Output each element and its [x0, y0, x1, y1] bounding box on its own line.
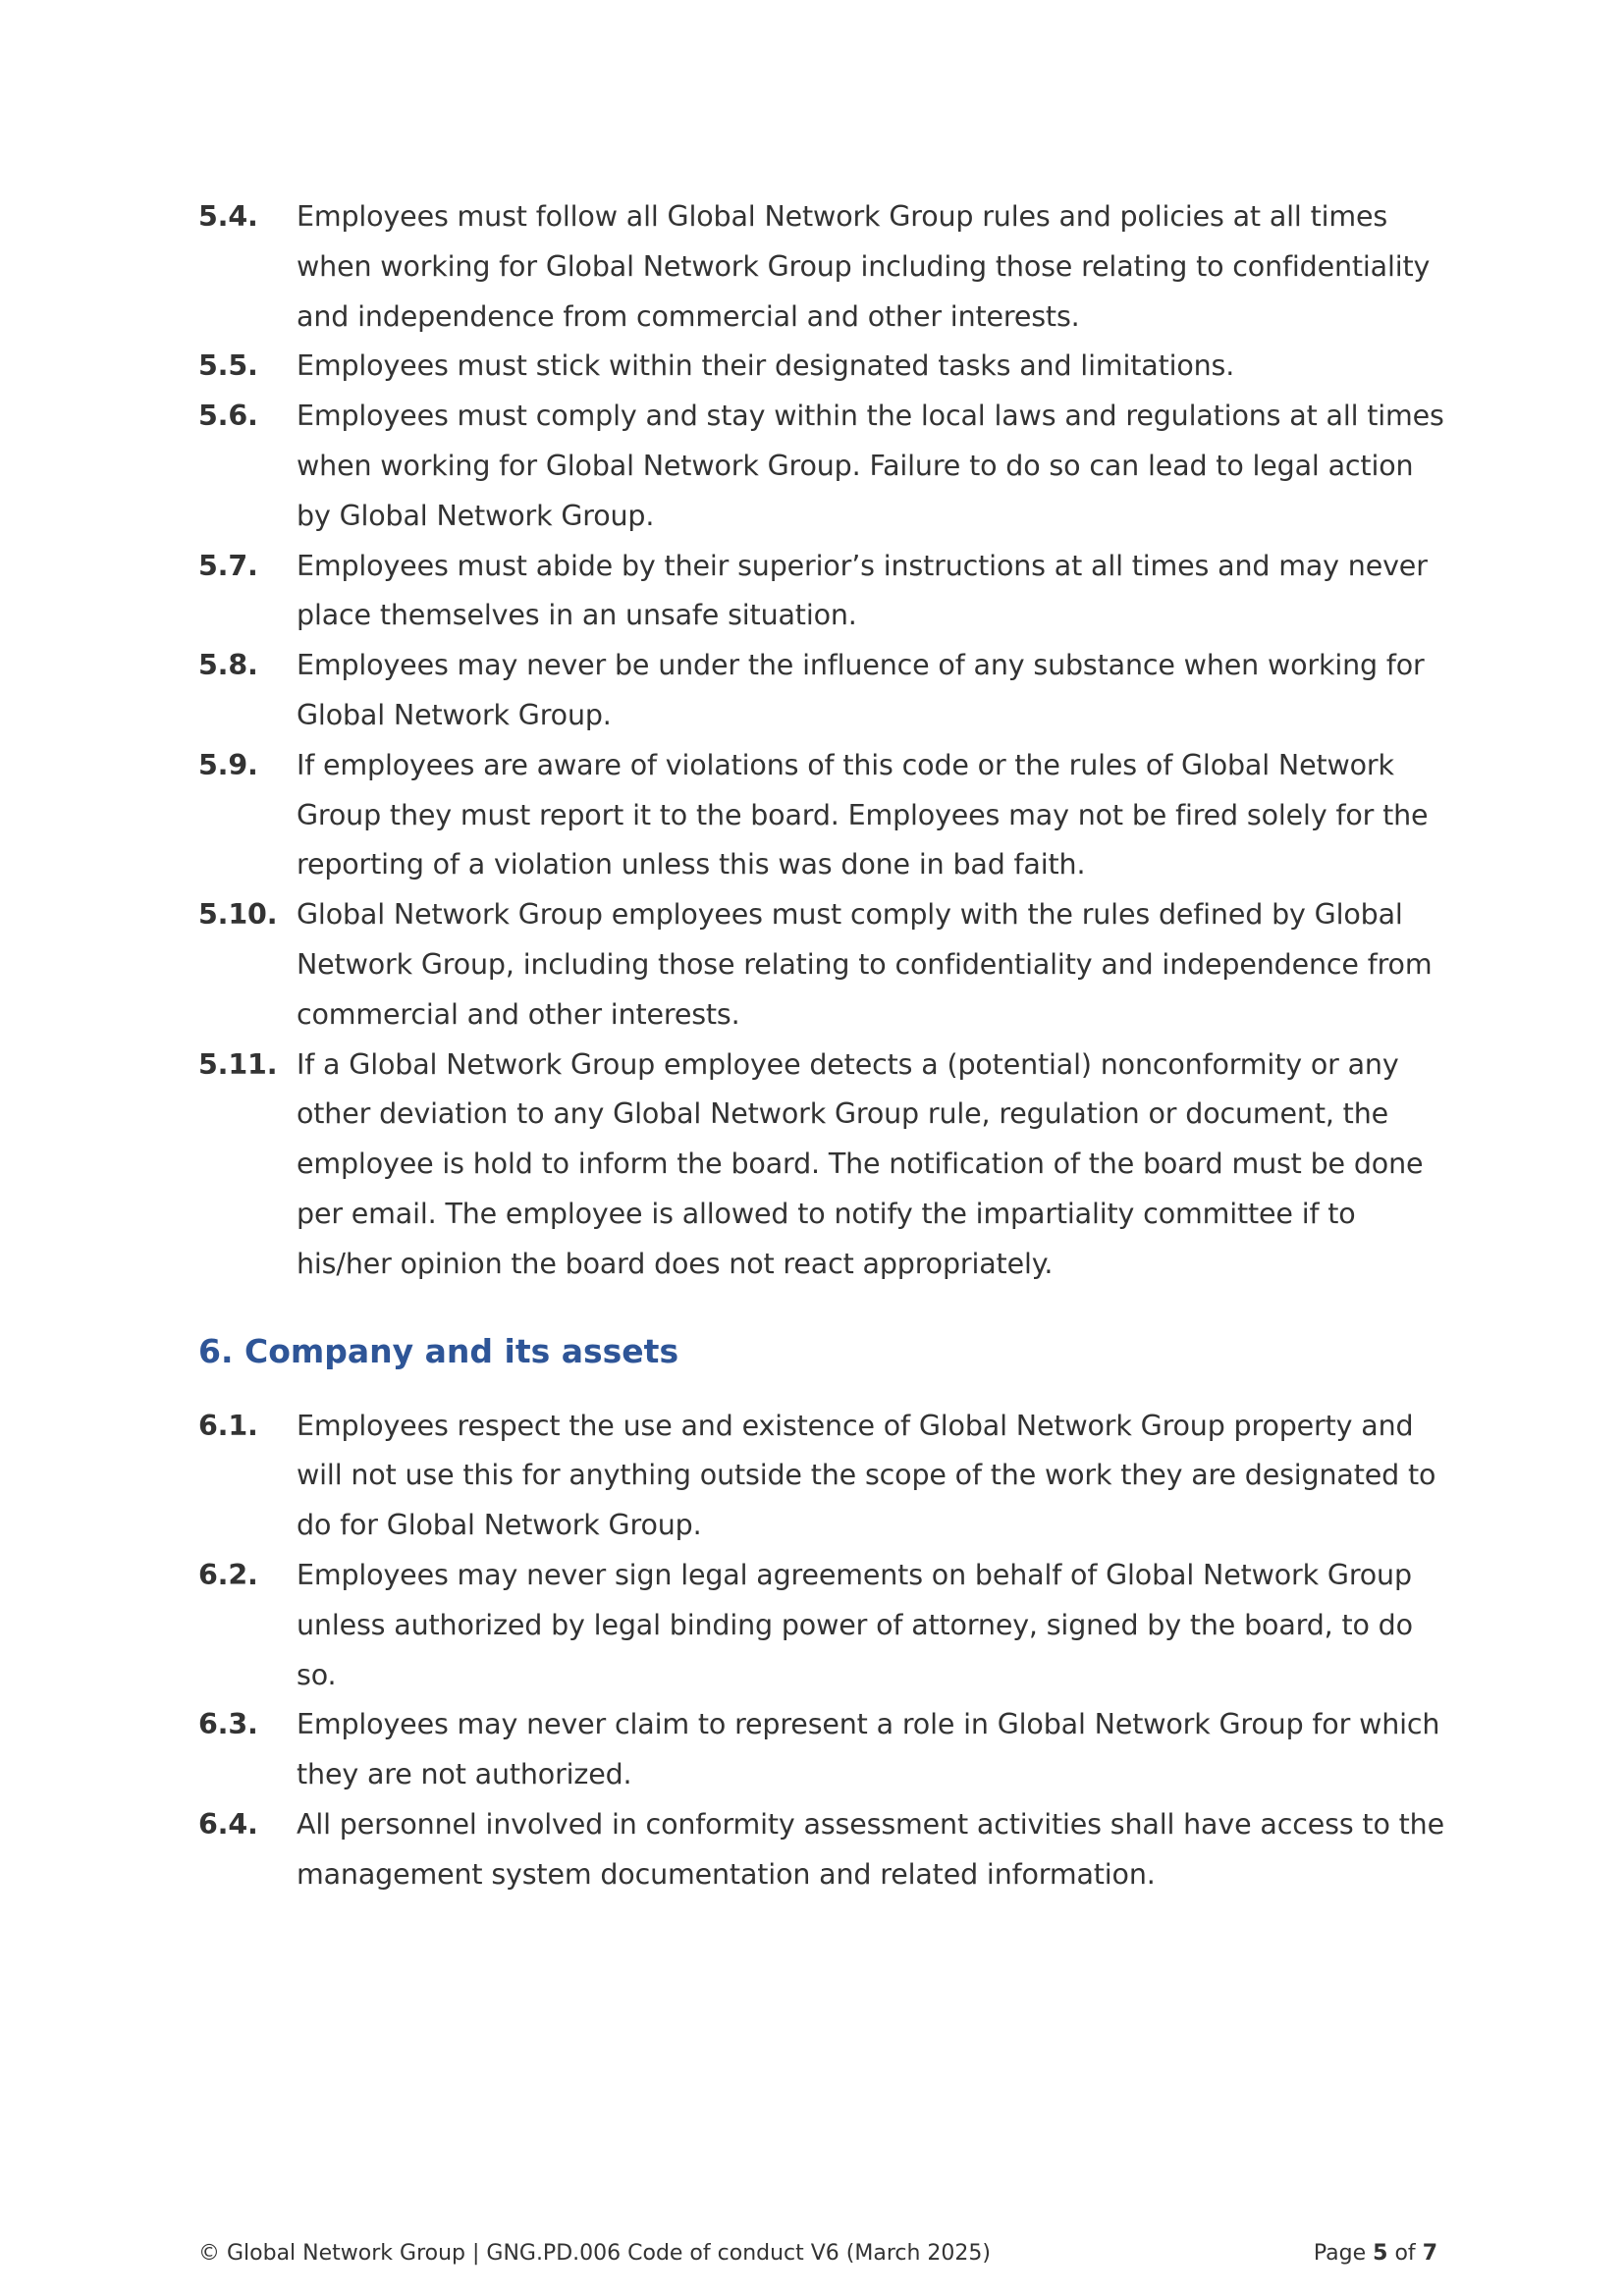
list-item-5-5 — [198, 342, 1445, 392]
item-text: Employees may never be under the influence of any substance when working for Global Network Group. — [297, 649, 1425, 731]
page-number — [1314, 2241, 1437, 2266]
list-item-5-4 — [198, 192, 1445, 342]
item-number: 6.1. — [198, 1409, 258, 1442]
list-item-5-7 — [198, 542, 1445, 642]
list-item-6-4 — [198, 1800, 1445, 1900]
list-item-5-11 — [198, 1041, 1445, 1290]
item-text: Employees must abide by their superior’s instructions at all times and may never place themselves in an unsafe situation. — [297, 549, 1428, 632]
list-item-5-10 — [198, 890, 1445, 1040]
item-number: 6.2. — [198, 1558, 258, 1591]
item-number: 5.5. — [198, 349, 258, 383]
page-current: 5 — [1373, 2241, 1388, 2266]
list-item-6-1 — [198, 1402, 1445, 1551]
item-number: 5.7. — [198, 549, 258, 582]
item-text: If employees are aware of violations of this code or the rules of Global Network Group they must report it to the board. Employees may not be fired solely for the reporting of a violation unless this was done in bad faith. — [297, 748, 1429, 881]
item-text: Employees must stick within their designated tasks and limitations. — [297, 349, 1235, 383]
list-item-5-6 — [198, 392, 1445, 541]
item-number: 5.8. — [198, 649, 258, 682]
item-text: All personnel involved in conformity assessment activities shall have access to the management system documentation and related information. — [297, 1807, 1444, 1891]
list-item-6-3 — [198, 1700, 1445, 1800]
item-text: Employees may never claim to represent a role in Global Network Group for which they are not authorized. — [297, 1708, 1440, 1791]
item-text: Employees must follow all Global Network Group rules and policies at all times when working for Global Network Group including those relating to confidentiality and independence from commercial and other interests. — [297, 200, 1431, 333]
list-item-5-8 — [198, 641, 1445, 741]
page-label: Page — [1313, 2241, 1367, 2266]
document-body — [198, 192, 1445, 1900]
section-heading-company-assets: 6. Company and its assets — [198, 1331, 679, 1370]
item-number: 5.9. — [198, 748, 258, 781]
item-text: If a Global Network Group employee detects a (potential) nonconformity or any other deviation to any Global Network Group rule, regulation or document, the employee is hold to inform the board. The notification of the board must be done per email. The employee is allowed to notify the impartiality committee if to his/her opinion the board does not react appropriately. — [297, 1047, 1424, 1280]
item-number: 5.10. — [198, 898, 278, 932]
item-number: 5.11. — [198, 1047, 278, 1081]
item-text: Employees respect the use and existence of Global Network Group property and will not use this for anything outside the scope of the work they are designated to do for Global Network Group. — [297, 1409, 1436, 1542]
item-number: 5.6. — [198, 400, 258, 433]
page-total: 7 — [1422, 2241, 1437, 2266]
item-number: 6.4. — [198, 1807, 258, 1841]
list-item-5-9 — [198, 741, 1445, 890]
item-number: 5.4. — [198, 200, 258, 233]
item-text: Global Network Group employees must comply with the rules defined by Global Network Group, including those relating to confidentiality and independence from commercial and other interests. — [297, 898, 1433, 1031]
list-item-6-2 — [198, 1551, 1445, 1700]
item-text: Employees must comply and stay within the local laws and regulations at all times when working for Global Network Group. Failure to do so can lead to legal action by Global Network Group. — [297, 400, 1444, 532]
item-number: 6.3. — [198, 1708, 258, 1741]
item-text: Employees may never sign legal agreements on behalf of Global Network Group unless authorized by legal binding power of attorney, signed by the board, to do so. — [297, 1558, 1413, 1691]
page-of-label: of — [1394, 2241, 1416, 2266]
footer-copyright: © Global Network Group | GNG.PD.006 Code of conduct V6 (March 2025) — [198, 2241, 992, 2266]
page-footer — [198, 2241, 1437, 2266]
